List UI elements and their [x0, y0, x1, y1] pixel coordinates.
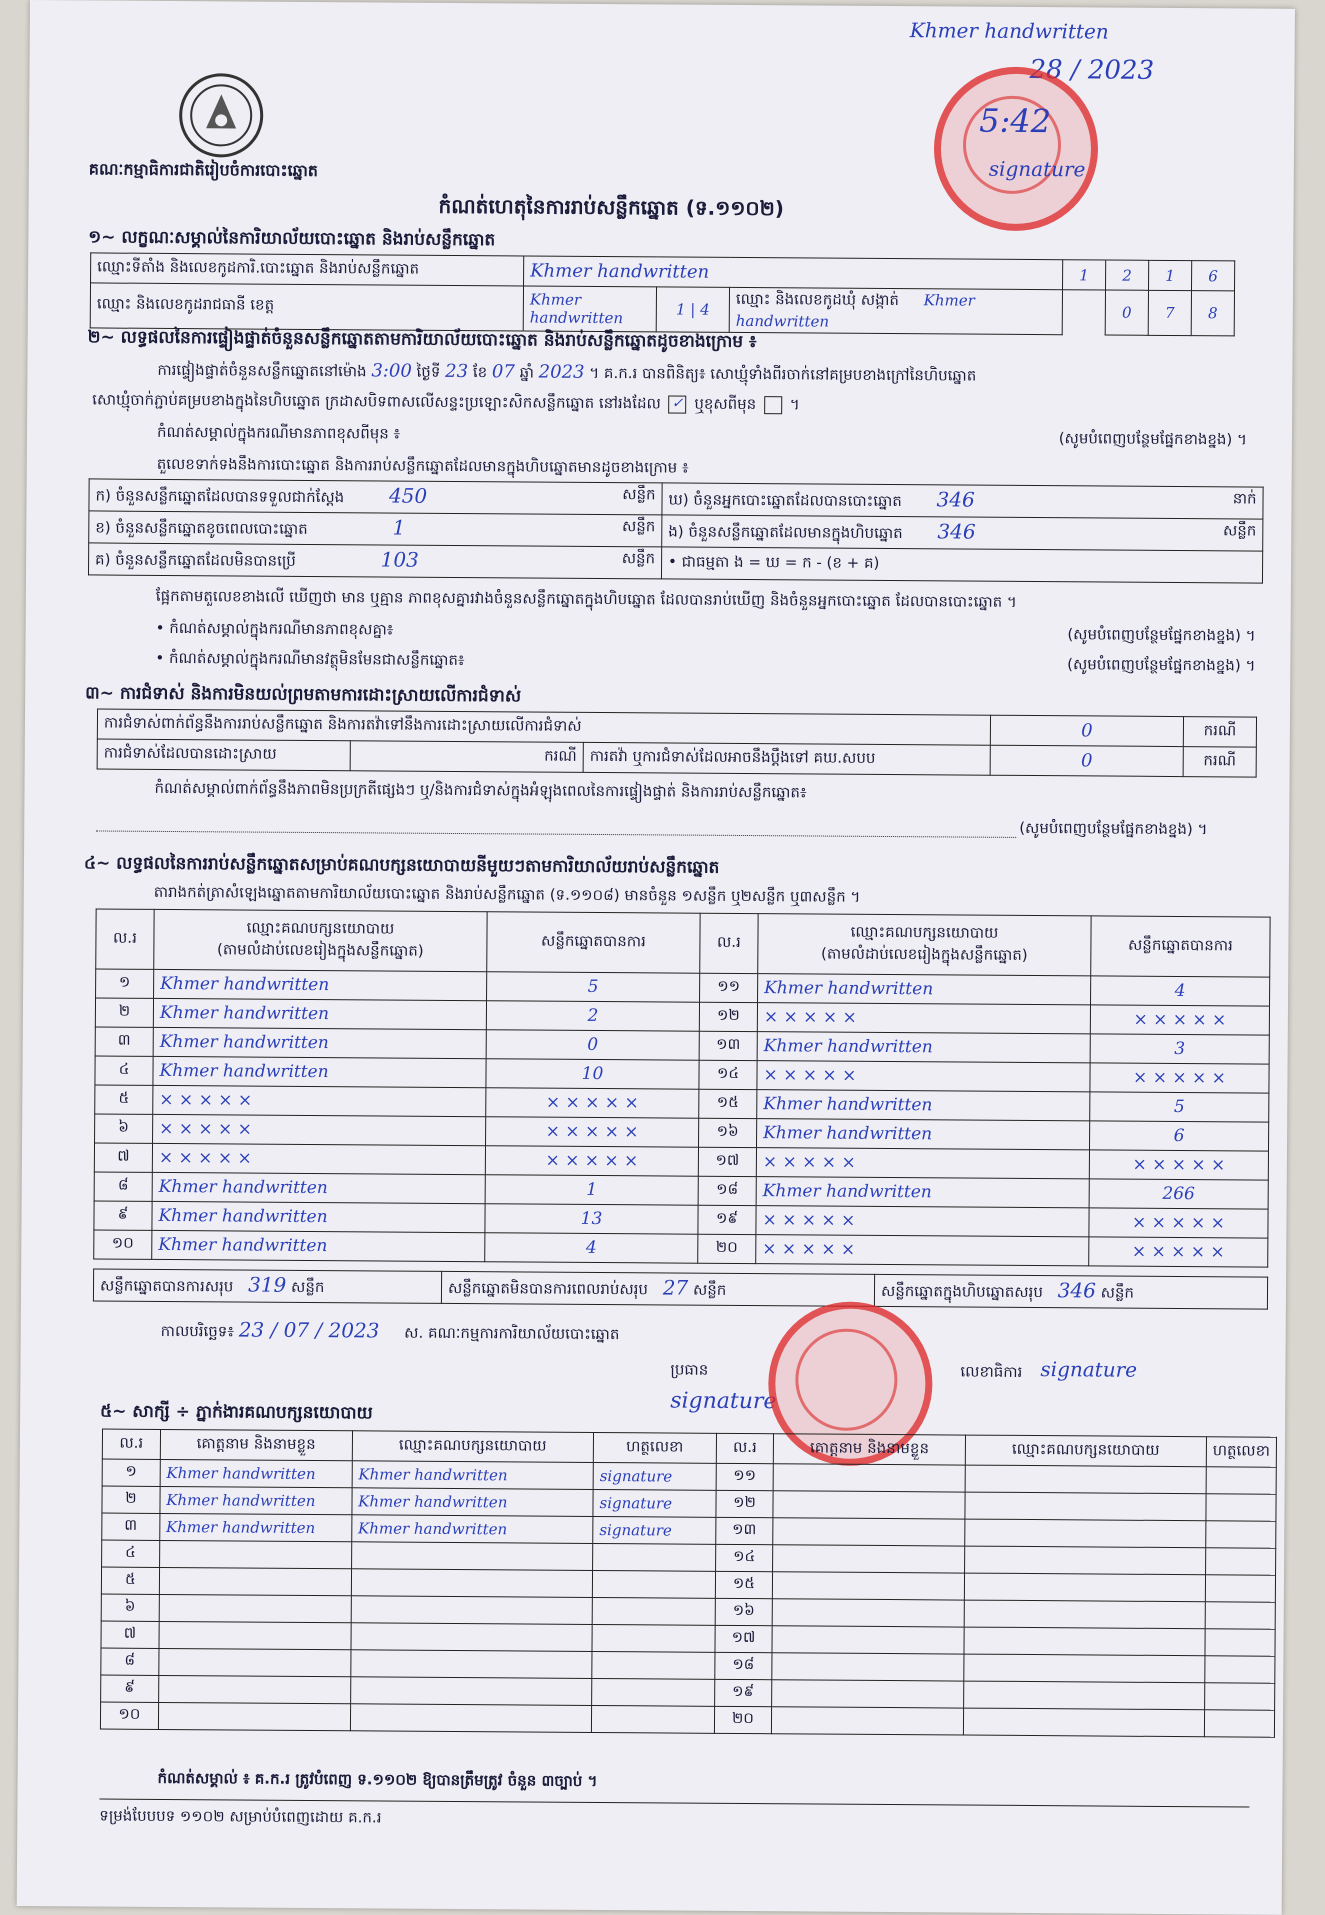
- row-number: ១៩: [698, 1205, 756, 1234]
- row-number: ១៧: [715, 1625, 773, 1652]
- party-votes: × × × × ×: [486, 1117, 699, 1147]
- verify-time: 3:00: [371, 360, 412, 382]
- witness-signature: [1206, 1494, 1276, 1521]
- invalid-note: • កំណត់សម្គាល់ក្នុងករណីមានវត្ថុមិនមែនជាសន្លឹកឆ្នោត៖ (សូមបំពេញបន្ថែមផ្នែកខាងខ្នង) ។: [155, 648, 1256, 675]
- party-name: Khmer handwritten: [153, 1027, 486, 1058]
- witness-name: [158, 1675, 350, 1703]
- code-digit: 1: [1149, 260, 1192, 290]
- party-votes: 2: [486, 1001, 699, 1031]
- party-votes: 13: [485, 1204, 698, 1234]
- witness-name: [773, 1545, 965, 1573]
- witness-party: [963, 1708, 1204, 1737]
- witness-table: ល.រ គោត្តនាម និងនាមខ្លួន ឈ្មោះគណបក្សនយោបាយ ហត្ថលេខា ល.រ គោត្តនាម និងនាមខ្លួន ឈ្មោះគណបក្សនយោបាយ ហត្ថលេខា ១ Khmer handwritten Khmer handwritten signature ១១ ២ Khmer handwritten Khmer handwritten signature ១២ ៣ Khmer handwritten Khmer handwritten signature ១៣ ៤ ១៤ ៥ ១៥ ៦ ១៦ ៧ ១៧ ៨ ១៨ ៩ ១៩ ១០ ២០: [100, 1429, 1277, 1738]
- row-number: ៥: [101, 1567, 159, 1594]
- party-votes: 3: [1090, 1034, 1269, 1064]
- province-digit: 1: [675, 300, 686, 319]
- receipt-signature: signature: [988, 156, 1086, 182]
- row-number: ១១: [716, 1463, 774, 1490]
- witness-signature: [1206, 1467, 1276, 1494]
- witness-party: [964, 1627, 1205, 1656]
- location-label: ឈ្មោះទីតាំង និងលេខកូដការិ.បោះឆ្នោត និងរាប់សន្លឹកឆ្នោត: [91, 253, 524, 286]
- party-name: × × × × ×: [757, 1061, 1090, 1092]
- row-number: ១៦: [699, 1118, 757, 1147]
- row-number: ១៤: [715, 1544, 773, 1571]
- commune-digit: 8: [1191, 291, 1234, 336]
- section4-title: ៤~ លទ្ធផលនៃការរាប់សន្លឹកឆ្នោតសម្រាប់គណបក្សនយោបាយនីមួយៗតាមការិយាល័យរាប់សន្លឹកឆ្នោត: [83, 853, 720, 878]
- witness-signature: [1205, 1602, 1275, 1629]
- code-digit: 6: [1191, 261, 1234, 291]
- row-number: ៨: [94, 1172, 152, 1201]
- witness-signature: signature: [593, 1489, 716, 1517]
- row-number: ១: [102, 1459, 160, 1486]
- tally-text: តារាងកត់ត្រាសំឡេងឆ្នោតតាមការិយាល័យបោះឆ្នោត និងរាប់សន្លឹកឆ្នោត (ទ.១១០៨) មានចំនួន ១សន្លឹក ឬ២សន្លឹក ឬ៣សន្លឹក ។: [153, 882, 861, 906]
- party-name: Khmer handwritten: [757, 1119, 1090, 1150]
- row-number: ៩: [94, 1201, 152, 1230]
- party-name: × × × × ×: [756, 1206, 1089, 1237]
- witness-name: [772, 1626, 964, 1654]
- witness-party: [351, 1569, 593, 1598]
- party-votes: × × × × ×: [1090, 1005, 1269, 1035]
- province-label: ឈ្មោះ និងលេខកូដរាជធានី ខេត្ត: [90, 283, 523, 331]
- row-number: ១៨: [698, 1176, 756, 1205]
- party-votes: 5: [487, 972, 700, 1002]
- witness-name: [773, 1518, 965, 1546]
- chair-signature: signature: [670, 1388, 777, 1415]
- row-number: ៨: [101, 1648, 159, 1675]
- date-value: 23 / 07 / 2023: [238, 1317, 380, 1343]
- appeal-count: 0: [990, 745, 1183, 776]
- witness-party: [965, 1492, 1206, 1521]
- party-votes: × × × × ×: [485, 1146, 698, 1176]
- party-name: Khmer handwritten: [757, 1090, 1090, 1121]
- receipt-stamp-icon: [933, 66, 1098, 231]
- witness-party: [964, 1654, 1205, 1683]
- witness-name: Khmer handwritten: [160, 1486, 352, 1514]
- witness-name: [772, 1680, 964, 1708]
- row-number: ៣: [102, 1513, 160, 1540]
- row-number: ៩: [101, 1675, 159, 1702]
- party-name: Khmer handwritten: [153, 998, 486, 1029]
- counts-intro: តួលេខទាក់ទងនឹងការបោះឆ្នោត និងការរាប់សន្លឹកឆ្នោតដែលមានក្នុងហិបឆ្នោតមានដូចខាងក្រោម ៖: [156, 454, 689, 477]
- witness-name: Khmer handwritten: [159, 1513, 351, 1541]
- witness-party: [351, 1542, 593, 1571]
- row-number: ១១: [700, 973, 758, 1002]
- secretary-label: លេខាធិការ: [960, 1362, 1023, 1381]
- party-name: × × × × ×: [153, 1085, 486, 1116]
- party-votes: × × × × ×: [486, 1088, 699, 1118]
- witness-party: [963, 1681, 1204, 1710]
- witness-party: Khmer handwritten: [352, 1461, 594, 1490]
- party-name: Khmer handwritten: [756, 1177, 1089, 1208]
- witness-signature: [592, 1678, 715, 1706]
- party-votes: 5: [1090, 1092, 1269, 1122]
- total-invalid: 27: [662, 1275, 689, 1300]
- commune-digit: 0: [1105, 290, 1148, 335]
- witness-party: [351, 1623, 593, 1652]
- party-votes: × × × × ×: [1089, 1150, 1268, 1180]
- party-name: Khmer handwritten: [757, 1032, 1090, 1063]
- row-number: ១២: [699, 1002, 757, 1031]
- row-number: ៧: [101, 1621, 159, 1648]
- witness-name: [772, 1653, 964, 1681]
- party-name: × × × × ×: [756, 1235, 1089, 1266]
- commune-digit: 7: [1148, 290, 1191, 335]
- diff-note: • កំណត់សម្គាល់ក្នុងករណីមានភាពខុសគ្នា៖ (សូមបំពេញបន្ថែមផ្នែកខាងខ្នង) ។: [155, 618, 1256, 645]
- witness-name: [773, 1491, 965, 1519]
- row-number: ១៣: [715, 1517, 773, 1544]
- verify-year: 2023: [538, 361, 585, 383]
- witness-name: Khmer handwritten: [160, 1459, 352, 1487]
- witness-signature: signature: [593, 1516, 716, 1544]
- row-number: ៧: [94, 1143, 152, 1172]
- witness-signature: [1206, 1521, 1276, 1548]
- party-votes: × × × × ×: [1090, 1063, 1269, 1093]
- total-box: 346: [1057, 1278, 1096, 1303]
- row-number: ២០: [698, 1234, 756, 1263]
- code-digit: 1: [1063, 260, 1106, 290]
- party-votes: × × × × ×: [1089, 1208, 1268, 1238]
- party-name: × × × × ×: [757, 1003, 1090, 1034]
- section3-title: ៣~ ការជំទាស់ និងការមិនយល់ព្រមតាមការដោះស្រាយលើការជំទាស់: [85, 683, 522, 707]
- verify-line2: សោឃ្មុំចាក់ភ្ជាប់គម្របខាងក្នុងនៃហិបឆ្នោត ក្រដាសបិទពាសលើសន្ទះប្រឡោះសិកសន្លឹកឆ្នោត នៅរងដែល ✓ ឬខុសពីមុន ។: [92, 390, 800, 414]
- witness-signature: [592, 1651, 715, 1679]
- row-number: ២: [102, 1486, 160, 1513]
- objections-table: ការជំទាស់ពាក់ព័ន្ធនឹងការរាប់សន្លឹកឆ្នោត និងការតវ៉ាទៅនឹងការដោះស្រាយលើការជំទាស់ 0 ករណី ការជំទាស់ដែលបានដោះស្រាយ ករណី ការតវ៉ា ឬការជំទាស់ដែលអាចនឹងប្តឹងទៅ គឃ.សបប 0 ករណី: [97, 708, 1257, 777]
- row-number: ១៦: [715, 1598, 773, 1625]
- witness-signature: [591, 1705, 714, 1733]
- party-name: Khmer handwritten: [152, 1201, 485, 1232]
- resolved-label: ការជំទាស់ដែលបានដោះស្រាយ: [97, 739, 350, 771]
- witness-name: [159, 1648, 351, 1676]
- party-votes: 1: [485, 1175, 698, 1205]
- secretary-signature: signature: [1040, 1357, 1138, 1382]
- row-number: ២: [95, 998, 153, 1027]
- witness-signature: [1204, 1710, 1274, 1737]
- witness-signature: [1205, 1548, 1275, 1575]
- commune-name: Khmer handwritten: [735, 291, 975, 331]
- objections-label: ការជំទាស់ពាក់ព័ន្ធនឹងការរាប់សន្លឹកឆ្នោត និងការតវ៉ាទៅនឹងការដោះស្រាយលើការជំទាស់: [97, 709, 990, 745]
- irregularity-note: កំណត់សម្គាល់ពាក់ព័ន្ធនឹងភាពមិនប្រក្រតីផ្សេងៗ ឬ/និងការជំទាស់ក្នុងអំឡុងពេលនៃការផ្ទៀងផ្ទាត់ និងការរាប់សន្លឹកឆ្នោត៖: [154, 778, 807, 802]
- nec-emblem-icon: [179, 73, 264, 158]
- row-number: ១៩: [714, 1679, 772, 1706]
- objections-count: 0: [990, 715, 1183, 746]
- witness-party: [964, 1600, 1205, 1629]
- row-number: ៦: [101, 1594, 159, 1621]
- witness-name: [772, 1707, 964, 1735]
- received-count: 450: [388, 483, 428, 508]
- results-table: ល.រ ឈ្មោះគណបក្សនយោបាយ (តាមលំដាប់លេខរៀងក្នុងសន្លឹកឆ្នោត) សន្លឹកឆ្នោតបានការ ល.រ ឈ្មោះគណបក្សនយោបាយ (តាមលំដាប់លេខរៀងក្នុងសន្លឹកឆ្នោត) សន្លឹកឆ្នោតបានការ ១ Khmer handwritten 5 ១១ Khmer handwritten 4 ២ Khmer handwritten 2 ១២ × × × × × × × × × × ៣ Khmer handwritten 0 ១៣ Khmer handwritten 3 ៤ Khmer handwritten 10 ១៤ × × × × × × × × × × ៥ × × × × × × × × × × ១៥ Khmer handwritten 5 ៦ × × × × × × × × × × ១៦ Khmer handwritten 6 ៧ × × × × × × × × × × ១៧ × × × × × × × × × × ៨ Khmer handwritten 1 ១៨ Khmer handwritten 266 ៩ Khmer handwritten 13 ១៩ × × × × × × × × × × ១០ Khmer handwritten 4 ២០ × × × × × × × × × ×: [93, 908, 1270, 1267]
- party-votes: 0: [486, 1030, 699, 1060]
- witness-party: [965, 1465, 1206, 1494]
- witness-name: [158, 1702, 350, 1730]
- row-number: ៤: [102, 1540, 160, 1567]
- province-digit: 4: [700, 300, 710, 319]
- row-number: ១០: [94, 1230, 152, 1259]
- witness-party: [351, 1596, 593, 1625]
- section2-title: ២~ លទ្ធផលនៃការផ្ទៀងផ្ទាត់ចំនួនសន្លឹកឆ្នោតតាមការិយាល័យបោះឆ្នោត និងរាប់សន្លឹកឆ្នោតដូចខាងក្រោម ៖: [87, 327, 757, 353]
- witness-party: [350, 1677, 592, 1706]
- committee-name: គណៈកម្មាធិការជាតិរៀបចំការបោះឆ្នោត: [88, 159, 319, 181]
- row-number: ៥: [95, 1085, 153, 1114]
- witness-party: [964, 1546, 1205, 1575]
- witness-name: [159, 1567, 351, 1595]
- row-number: ១: [96, 969, 154, 998]
- witness-party: [965, 1519, 1206, 1548]
- row-number: ១២: [716, 1490, 774, 1517]
- party-name: Khmer handwritten: [152, 1172, 485, 1203]
- verify-checkbox[interactable]: ✓: [669, 395, 687, 413]
- ballot-box-count: 346: [937, 519, 976, 544]
- witness-party: [350, 1650, 592, 1679]
- witness-signature: [1205, 1629, 1275, 1656]
- witness-party: [964, 1573, 1205, 1602]
- code-digit: 2: [1106, 260, 1149, 290]
- spoiled-count: 1: [392, 515, 406, 540]
- witness-name: [773, 1572, 965, 1600]
- party-votes: 4: [1091, 976, 1270, 1006]
- witness-signature: [1204, 1683, 1274, 1710]
- party-votes: 6: [1089, 1121, 1268, 1151]
- witness-signature: [592, 1597, 715, 1625]
- party-name: × × × × ×: [152, 1143, 485, 1174]
- verify-line: ការផ្ទៀងផ្ទាត់ចំនួនសន្លឹកឆ្នោតនៅម៉ោង 3:00 ថ្ងៃទី 23 ខែ 07 ឆ្នាំ 2023 ។ គ.ក.រ បានពិនិត្យ៖ សោឃ្មុំទាំងពីរចាក់នៅគម្របខាងក្រៅនៃហិបឆ្នោត: [157, 360, 977, 385]
- party-votes: 266: [1089, 1179, 1268, 1209]
- form-footer: ទម្រង់បែបបទ ១១០២ សម្រាប់បំពេញដោយ គ.ក.រ: [99, 1806, 382, 1827]
- row-number: ១៨: [714, 1652, 772, 1679]
- party-votes: × × × × ×: [1089, 1237, 1268, 1267]
- appeal-label: ការតវ៉ា ឬការជំទាស់ដែលអាចនឹងប្តឹងទៅ គឃ.សបប: [583, 742, 990, 775]
- row-number: ១០: [100, 1702, 158, 1729]
- party-name: Khmer handwritten: [758, 974, 1091, 1005]
- location-name: Khmer handwritten: [524, 256, 1063, 290]
- section5-title: ៥~ សាក្សី ÷ ភ្នាក់ងារគណបក្សនយោបាយ: [100, 1401, 373, 1424]
- witness-name: [159, 1594, 351, 1622]
- party-votes: 10: [486, 1059, 699, 1089]
- row-number: ១៥: [715, 1571, 773, 1598]
- chair-label: ប្រធាន: [670, 1360, 709, 1379]
- party-votes: 4: [485, 1233, 698, 1263]
- witness-signature: signature: [593, 1462, 716, 1490]
- diff-text: ផ្អែកតាមតួលេខខាងលើ ឃើញថា មាន ឬគ្មាន ភាពខុសគ្នារវាងចំនួនសន្លឹកឆ្នោតក្នុងហិបឆ្នោត ដែលបានរាប់ឃើញ និងចំនួនអ្នកបោះឆ្នោត ដែលបានបោះឆ្នោត ។: [155, 586, 1017, 611]
- receipt-line1: Khmer handwritten: [909, 18, 1109, 44]
- voters-count: 346: [936, 487, 975, 512]
- witness-signature: [1205, 1575, 1275, 1602]
- witness-party: [350, 1704, 592, 1733]
- row-number: ៣: [95, 1027, 153, 1056]
- section1-title: ១~ លក្ខណៈសម្គាល់នៃការិយាល័យបោះឆ្នោត និងរាប់សន្លឹកឆ្នោត: [88, 227, 496, 251]
- row-number: ១៤: [699, 1060, 757, 1089]
- verify-different-checkbox[interactable]: [764, 396, 782, 414]
- witness-party: Khmer handwritten: [352, 1488, 594, 1517]
- footer-note: កំណត់សម្គាល់ ៖ គ.ក.រ ត្រូវបំពេញ ទ.១១០២ ឱ្យបានត្រឹមត្រូវ ចំនួន ៣ច្បាប់ ។: [157, 1768, 598, 1791]
- counts-table: ក) ចំនួនសន្លឹកឆ្នោតដែលបានទទួលជាក់ស្តែង 450 សន្លឹក ឃ) ចំនួនអ្នកបោះឆ្នោតដែលបានបោះឆ្នោត 346 នាក់ ខ) ចំនួនសន្លឹកឆ្នោតខូចពេលបោះឆ្នោត 1 សន្លឹក ង) ចំនួនសន្លឹកឆ្នោតដែលមានក្នុងហិបឆ្នោត 346 សន្លឹក គ) ចំនួនសន្លឹកឆ្នោតដែលមិនបានប្រើ 103 សន្លឹក • ជាធម្មតា ង = ឃ = ក - (ខ + គ): [88, 478, 1264, 583]
- receipt-time: 5:42: [979, 101, 1052, 141]
- fill-back-note: (សូមបំពេញបន្ថែមផ្នែកខាងខ្នង) ។: [1019, 818, 1208, 839]
- total-valid: 319: [248, 1272, 287, 1297]
- unused-count: 103: [380, 547, 419, 572]
- formula: ជាធម្មតា ង = ឃ = ក - (ខ + គ): [681, 552, 880, 572]
- form-page: [17, 0, 1295, 1915]
- commune-label: ឈ្មោះ និងលេខកូដឃុំ សង្កាត់: [735, 289, 899, 310]
- form-title: កំណត់ហេតុនៃការរាប់សន្លឹកឆ្នោត (ទ.១១០២): [438, 193, 784, 221]
- signing-date: កាលបរិច្ឆេទ៖ 23 / 07 / 2023 ស. គណៈកម្មការការិយាល័យបោះឆ្នោត: [160, 1317, 620, 1344]
- row-number: ២០: [714, 1706, 772, 1733]
- witness-signature: [592, 1570, 715, 1598]
- witness-party: Khmer handwritten: [351, 1515, 593, 1544]
- witness-signature: [592, 1624, 715, 1652]
- witness-signature: [593, 1543, 716, 1571]
- witness-name: [773, 1599, 965, 1627]
- party-name: Khmer handwritten: [152, 1230, 485, 1261]
- row-number: ៤: [95, 1056, 153, 1085]
- verify-day: 23: [445, 360, 469, 383]
- receipt-date: 28 / 2023: [1029, 54, 1155, 86]
- row-number: ១៧: [698, 1147, 756, 1176]
- witness-name: [773, 1464, 965, 1492]
- party-name: Khmer handwritten: [154, 969, 487, 1000]
- totals-table: សន្លឹកឆ្នោតបានការសរុប 319 សន្លឹក សន្លឹកឆ្នោតមិនបានការពេលរាប់សរុប 27 សន្លឹក សន្លឹកឆ្នោតក្នុងហិបឆ្នោតសរុប 346 សន្លឹក: [93, 1268, 1268, 1309]
- difference-note: កំណត់សម្គាល់ក្នុងករណីមានភាពខុសពីមុន ៖ (សូមបំពេញបន្ថែមផ្នែកខាងខ្នង) ។: [156, 422, 1248, 449]
- province-name: Khmer handwritten: [523, 286, 656, 332]
- verify-month: 07: [491, 361, 515, 383]
- location-table: ឈ្មោះទីតាំង និងលេខកូដការិ.បោះឆ្នោត និងរាប់សន្លឹកឆ្នោត Khmer handwritten 1 2 1 6 ឈ្មោះ និងលេខកូដរាជធានី ខេត្ត Khmer handwritten 1 | 4 ឈ្មោះ និងលេខកូដឃុំ សង្កាត់ Khmer handwritten 0 7 8: [90, 252, 1236, 336]
- witness-signature: [1205, 1656, 1275, 1683]
- row-number: ១៣: [699, 1031, 757, 1060]
- party-name: × × × × ×: [756, 1148, 1089, 1179]
- witness-name: [159, 1540, 351, 1568]
- row-number: ១៥: [699, 1089, 757, 1118]
- party-name: × × × × ×: [153, 1114, 486, 1145]
- row-number: ៦: [95, 1114, 153, 1143]
- witness-name: [159, 1621, 351, 1649]
- party-name: Khmer handwritten: [153, 1056, 486, 1087]
